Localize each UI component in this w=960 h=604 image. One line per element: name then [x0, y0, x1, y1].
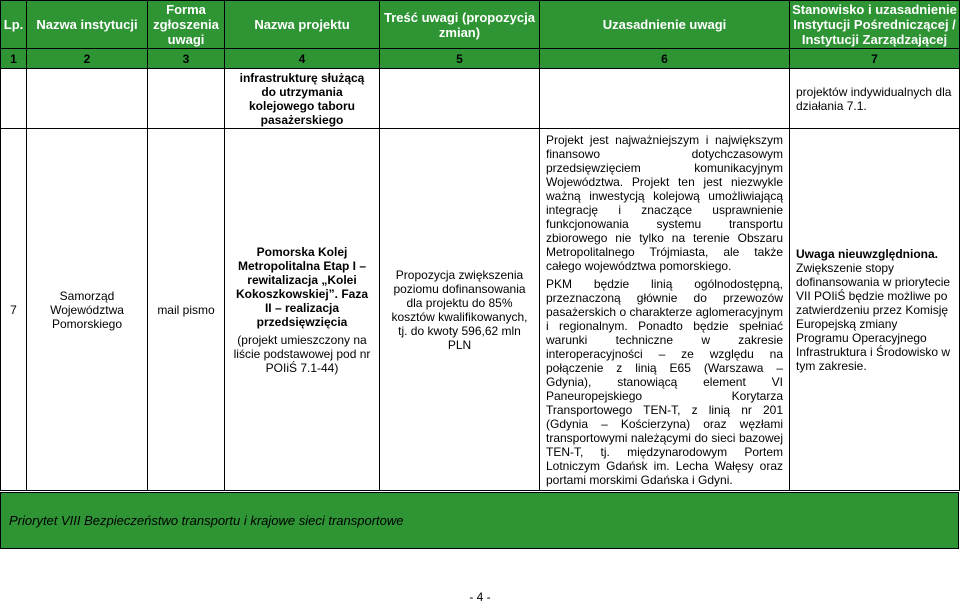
header-justification: Uzasadnienie uwagi [540, 1, 790, 49]
row-project-title: Pomorska Kolej Metropolitalna Etap I – rewitalizacja „Kolei Kokoszkowskiej”. Faza II – realizacja przedsięwzięcia [235, 244, 369, 329]
row-project-note: (projekt umieszczony na liście podstawowej pod nr POIiŚ 7.1-44) [233, 332, 371, 375]
row-justification-p1: Projekt jest najważniejszym i największym finansowo dotychczasowym przedsięwzięciem komunikacyjnym Województwa. Projekt ten jest niezwykle ważną inwestycją kolejową umożliwiającą integrację i znaczące usprawnienie funkcjonowania systemu transportu zbiorowego nie tylko na terenie Obszaru Metropolitalnego Trójmiasta, ale także całego województwa pomorskiego. [546, 132, 783, 273]
column-number: 5 [380, 49, 540, 69]
priority-banner-text: Priorytet VIII Bezpieczeństwo transportu i krajowe sieci transportowe [9, 513, 404, 528]
header-row [1, 1, 960, 49]
row-institution: Samorząd Województwa Pomorskiego [50, 288, 124, 331]
row-position-title: Uwaga nieuwzględniona. [796, 246, 939, 261]
table-row [1, 129, 960, 491]
column-number: 1 [1, 49, 27, 69]
header-form: Forma zgłoszenia uwagi [148, 1, 225, 49]
header-institution: Nazwa instytucji [27, 1, 148, 49]
header-lp: Lp. [1, 1, 27, 49]
continued-project-cell: infrastrukturę służącą do utrzymania kolejowego taboru pasażerskiego [239, 71, 365, 127]
column-number: 2 [27, 49, 148, 69]
header-project: Nazwa projektu [225, 1, 380, 49]
column-number-row [1, 49, 960, 69]
priority-banner [0, 492, 959, 549]
column-number: 6 [540, 49, 790, 69]
row-form: mail pismo [157, 302, 215, 317]
row-lp: 7 [1, 129, 27, 491]
row-justification-p2: PKM będzie linią ogólnodostępną, przeznaczoną głównie do przewozów pasażerskich o charakterze aglomeracyjnym i regionalnym. Ponadto będzie spełniać warunki techniczne w zakresie interoperacyjności – ze względu na połączenie z linią E65 (Warszawa – Gdynia), stanowiącą element VI Paneuropejskiego Korytarza Transportowego TEN-T, z linią nr 201 (Gdynia – Kościerzyna) oraz węzłami transportowymi należącymi do sieci bazowej TEN-T, tj. międzynarodowym Portem Lotniczym Gdańsk im. Lecha Wałęsy oraz portami morskimi Gdańska i Gdyni. [546, 276, 783, 487]
header-content: Treść uwagi (propozycja zmian) [380, 1, 540, 49]
column-number: 3 [148, 49, 225, 69]
row-position-text: Zwiększenie stopy dofinansowania w priorytecie VII POIiŚ będzie możliwe po zatwierdzeniu przez Komisję Europejską zmiany Programu Operacyjnego Infrastruktura i Środowisko w tym zakresie. [796, 260, 951, 373]
row-content: Propozycja zwiększenia poziomu dofinansowania dla projektu do 85% kosztów kwalifikowanych, tj. do kwoty 596,62 mln PLN [391, 267, 528, 352]
header-position: Stanowisko i uzasadnienie Instytucji Pośredniczącej / Instytucji Zarządzającej [790, 1, 960, 49]
column-number: 4 [225, 49, 380, 69]
continued-position-cell: projektów indywidualnych dla działania 7.1. [796, 85, 952, 113]
column-number: 7 [790, 49, 960, 69]
page-number: - 4 - [469, 590, 491, 604]
continued-row [1, 69, 960, 129]
